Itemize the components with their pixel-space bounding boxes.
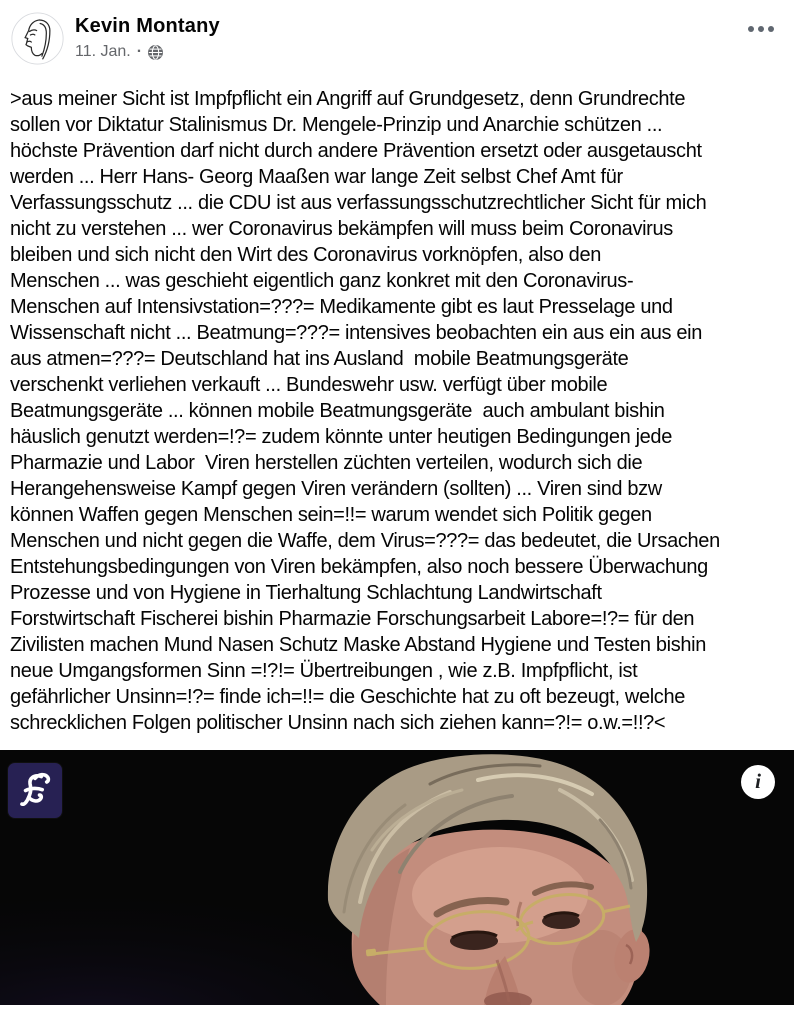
ellipsis-icon bbox=[768, 26, 774, 32]
post-text-line: Herangehensweise Kampf gegen Viren verändern (sollten) ... Viren sind bzw bbox=[10, 478, 662, 500]
faz-logo bbox=[8, 763, 62, 818]
timestamp: 11. Jan. bbox=[75, 43, 131, 60]
post-text-line: Beatmungsgeräte ... können mobile Beatmungsgeräte auch ambulant bishin bbox=[10, 400, 665, 422]
post-text-line: Verfassungsschutz ... die CDU ist aus verfassungsschutzrechtlicher Sicht für mich bbox=[10, 192, 707, 214]
profile-sketch-avatar-icon bbox=[11, 12, 64, 65]
post-text-line: Entstehungsbedingungen von Viren bekämpfen, also noch bessere Überwachung bbox=[10, 556, 708, 578]
ellipsis-icon bbox=[758, 26, 764, 32]
post-text-line: Forstwirtschaft Fischerei bishin Pharmazie Forschungsarbeit Labore=!?= für den bbox=[10, 608, 695, 630]
post-text-line: können Waffen gegen Menschen sein=!!= warum wendet sich Politik gegen bbox=[10, 504, 652, 526]
post-text-line: schrecklichen Folgen politischer Unsinn nach sich ziehen kann=?!= o.w.=!!?< bbox=[10, 712, 666, 734]
avatar[interactable] bbox=[11, 12, 64, 65]
post-text-line: werden ... Herr Hans- Georg Maaßen war lange Zeit selbst Chef Amt für bbox=[10, 166, 623, 188]
author-name[interactable]: Kevin Montany bbox=[75, 15, 220, 37]
globe-icon bbox=[148, 45, 163, 60]
post-text-line: nicht zu verstehen ... wer Coronavirus bekämpfen will muss beim Coronavirus bbox=[10, 218, 673, 240]
post-text-line: bleiben und sich nicht den Wirt des Coronavirus vorknöpfen, also den bbox=[10, 244, 601, 266]
post-photo[interactable] bbox=[0, 750, 794, 1005]
post-text-line: Wissenschaft nicht ... Beatmung=???= intensives beobachten ein aus ein aus ein bbox=[10, 322, 703, 344]
post-text-line: sollen vor Diktatur Stalinismus Dr. Mengele-Prinzip und Anarchie schützen ... bbox=[10, 114, 663, 136]
photo-info-button[interactable] bbox=[741, 765, 775, 799]
author-block bbox=[75, 12, 220, 62]
ellipsis-icon bbox=[748, 26, 754, 32]
more-options-button[interactable] bbox=[746, 20, 776, 38]
post-text-line: >aus meiner Sicht ist Impfpflicht ein Angriff auf Grundgesetz, denn Grundrechte bbox=[10, 88, 686, 110]
post-header bbox=[0, 0, 794, 60]
info-icon: i bbox=[755, 768, 761, 793]
post-text-line: verschenkt verliehen verkauft ... Bundeswehr usw. verfügt über mobile bbox=[10, 374, 608, 396]
maassen-portrait-photo bbox=[0, 750, 794, 1005]
post-text bbox=[0, 86, 794, 736]
post-text-line: Zivilisten machen Mund Nasen Schutz Maske Abstand Hygiene und Testen bishin bbox=[10, 634, 707, 656]
post-text-line: Prozesse und von Hygiene in Tierhaltung Schlachtung Landwirtschaft bbox=[10, 582, 602, 604]
post-text-line: neue Umgangsformen Sinn =!?!= Übertreibungen , wie z.B. Impfpflicht, ist bbox=[10, 660, 638, 682]
post-text-line: Menschen ... was geschieht eigentlich ganz konkret mit den Coronavirus- bbox=[10, 270, 634, 292]
post-text-line: höchste Prävention darf nicht durch andere Prävention ersetzt oder ausgetauscht bbox=[10, 140, 702, 162]
faz-fraktur-f-icon bbox=[17, 771, 53, 811]
post-text-line: Pharmazie und Labor Viren herstellen züchten verteilen, wodurch sich die bbox=[10, 452, 643, 474]
post-text-line: gefährlicher Unsinn=!?= finde ich=!!= die Geschichte hat zu oft bezeugt, welche bbox=[10, 686, 686, 708]
meta-separator: · bbox=[136, 43, 143, 60]
post-text-line: Menschen und nicht gegen die Waffe, dem Virus=???= das bedeutet, die Ursachen bbox=[10, 530, 720, 552]
post-text-line: aus atmen=???= Deutschland hat ins Ausland mobile Beatmungsgeräte bbox=[10, 348, 629, 370]
post-text-line: häuslich genutzt werden=!?= zudem könnte unter heutigen Bedingungen jede bbox=[10, 426, 672, 448]
post-meta bbox=[75, 41, 220, 62]
post-text-line: Menschen auf Intensivstation=???= Medikamente gibt es laut Presselage und bbox=[10, 296, 673, 318]
